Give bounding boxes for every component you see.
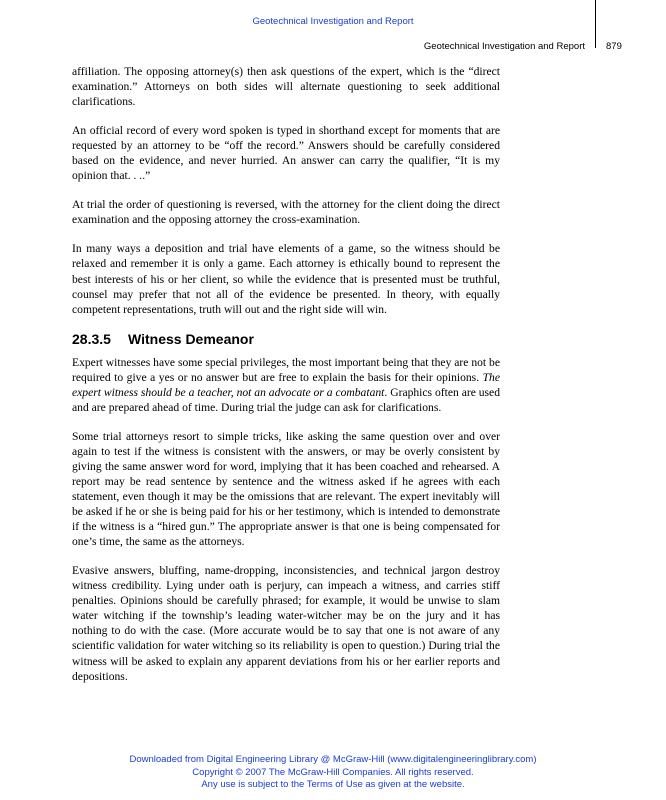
- book-title-link[interactable]: Geotechnical Investigation and Report: [252, 16, 414, 27]
- page-body: [72, 64, 500, 684]
- footer-terms[interactable]: Any use is subject to the Terms of Use as given at the website.: [201, 779, 465, 790]
- paragraph: [72, 355, 500, 415]
- header-divider: [595, 0, 596, 48]
- paragraph: affiliation. The opposing attorney(s) then ask questions of the expert, which is the “direct examination.” Attorneys on both sides will alternate questioning to seek additional clarifications.: [72, 65, 500, 109]
- section-number: 28.3.5: [72, 330, 111, 347]
- running-head-title: Geotechnical Investigation and Report: [423, 41, 585, 52]
- paragraph-text: . Graphics often are used and are prepared ahead of time. During trial the judge can ask for clarifications.: [72, 385, 500, 414]
- paragraph: An official record of every word spoken is typed in shorthand except for moments that are requested by an attorney to be “off the record.” Answers should be carefully considered based on the evidence, and never hurried. An answer can carry the qualifier, “It is my opinion that. . ..”: [72, 124, 500, 183]
- footer-download-link[interactable]: Downloaded from Digital Engineering Library @ McGraw-Hill (www.digitalengineeringlibrary.com): [129, 754, 537, 765]
- paragraph: Some trial attorneys resort to simple tricks, like asking the same question over and over again to test if the witness is consistent with the answers, or may be overly consistent by giving the same answer word for word, implying that it has been coached and rehearsed. A report may be read sentence by sentence and the witness asked if he agrees with each statement, even though it may be the omissions that are relevant. The expert inevitably will be asked if he or she is being paid for his or her testimony, which is intended to demonstrate if the witness is a “hired gun.” The appropriate answer is that one is being compensated for one’s time, the same as the attorneys.: [72, 429, 500, 549]
- paragraph-text: Expert witnesses have some special privileges, the most important being that they are not be required to give a yes or no answer but are free to explain the basis for their opinions.: [72, 355, 500, 384]
- paragraph: Evasive answers, bluffing, name-dropping, inconsistencies, and technical jargon destroy witness credibility. Lying under oath is perjury, can impeach a witness, and carries stiff penalties. Opinions should be carefully phrased; for example, it would be unwise to slam water witching if the township’s leading water-witcher may be on the jury and it has nothing to do with the case. (More accurate would be to say that one is not aware of any scientific validation for water witching so its reliability is open to question.) During trial the witness will be asked to explain any apparent deviations from his or her earlier reports and depositions.: [72, 564, 500, 683]
- section-heading: [72, 331, 500, 347]
- footer: [0, 754, 666, 792]
- section-title: Witness Demeanor: [128, 330, 254, 347]
- footer-copyright[interactable]: Copyright © 2007 The McGraw-Hill Companies. All rights reserved.: [192, 766, 474, 778]
- emphasized-text: The expert witness should be a teacher, not an advocate or a combatant: [72, 370, 500, 399]
- page-number: 879: [606, 41, 622, 52]
- paragraph: In many ways a deposition and trial have elements of a game, so the witness should be relaxed and remember it is only a game. Each attorney is ethically bound to represent the best interests of his or her client, so while the evidence that is presented must be truthful, counsel may prefer that not all of the evidence be presented. In theory, with equally competent representations, truth will out and the right side will win.: [72, 242, 500, 316]
- paragraph: At trial the order of questioning is reversed, with the attorney for the client doing the direct examination and the opposing attorney the cross-examination.: [72, 198, 500, 227]
